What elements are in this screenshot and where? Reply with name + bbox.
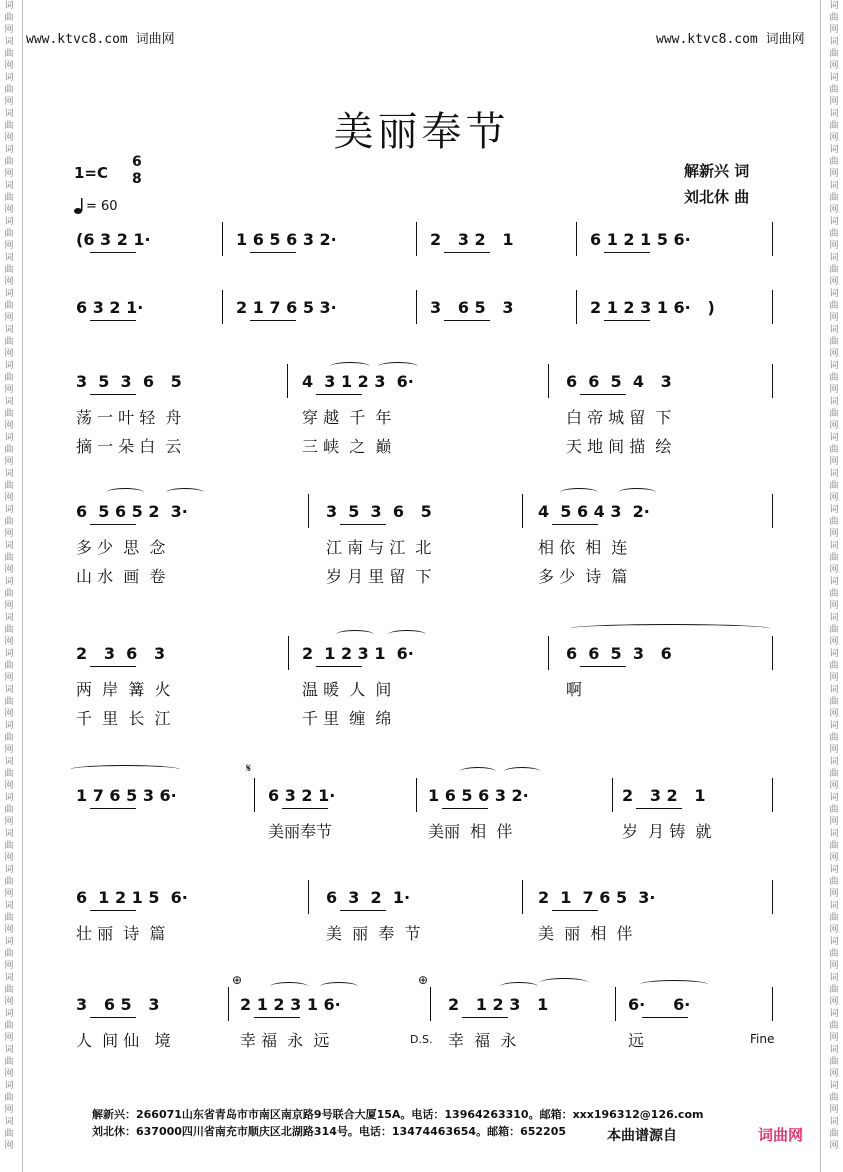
- notation-measure: 2 1 2 3 1: [448, 995, 549, 1014]
- beam-underline: [340, 524, 386, 525]
- coda-mark-1: ⊕: [232, 973, 243, 987]
- notation-measure: 6 1 2 1 5 6·: [590, 230, 691, 249]
- slur: [330, 362, 370, 371]
- fine-mark: Fine: [750, 1032, 775, 1046]
- slur: [336, 630, 374, 639]
- beam-underline: [444, 252, 490, 253]
- notation-measure: 2 1 7 6 5 3·: [236, 298, 337, 317]
- beam-underline: [604, 320, 650, 321]
- lyrics-verse-1: 啊: [566, 680, 583, 699]
- beam-underline: [316, 666, 362, 667]
- side-watermark-left: 词 曲 网 词 曲 网 词 曲 网 词 曲 网 词 曲 网 词 曲 网 词 曲 网 词 曲 网 词 曲 网 词 曲 网 词 曲 网 词 曲 网 词 曲 网 词 曲 网 词 曲 网 词 曲 网 词 曲 网 词 曲 网 词 曲 网 词 曲 网 词 曲 网 词 曲 网 词 曲 网 词 曲 网 词 曲 网 词 曲 网 词 曲 网 词 曲 网 词 曲 网 词 曲 网 词 曲 网 词 曲 网: [4, 1, 14, 1151]
- lyricist-contact: 解新兴：266071山东省青岛市市南区南京路9号联合大厦15A。电话：13964263310。邮箱：xxx196312@126.com: [92, 1108, 704, 1121]
- beam-underline: [580, 394, 626, 395]
- beam-underline: [250, 320, 296, 321]
- notation-measure: 2 1 7 6 5 3·: [538, 888, 656, 907]
- slur: [560, 488, 598, 497]
- lyrics-verse-1: 岁 月 铸 就: [622, 822, 712, 841]
- notation-measure: 4 5 6 4 3 2·: [538, 502, 650, 521]
- beam-underline: [316, 394, 362, 395]
- lyrics-verse-1: 多 少 思 念: [76, 538, 166, 557]
- slur: [500, 982, 538, 991]
- key-signature: 1=C: [74, 164, 109, 182]
- bar-line: [612, 778, 613, 812]
- lyrics-verse-2: 山 水 画 卷: [76, 567, 166, 586]
- side-watermark-right: 词 曲 网 词 曲 网 词 曲 网 词 曲 网 词 曲 网 词 曲 网 词 曲 网 词 曲 网 词 曲 网 词 曲 网 词 曲 网 词 曲 网 词 曲 网 词 曲 网 词 曲 网 词 曲 网 词 曲 网 词 曲 网 词 曲 网 词 曲 网 词 曲 网 词 曲 网 词 曲 网 词 曲 网 词 曲 网 词 曲 网 词 曲 网 词 曲 网 词 曲 网 词 曲 网 词 曲 网 词 曲 网: [829, 1, 839, 1151]
- beam-underline: [90, 524, 136, 525]
- bar-line: [522, 880, 523, 914]
- lyrics-verse-1: 美 丽 奉 节: [326, 924, 421, 943]
- bar-line: [772, 880, 773, 914]
- notation-measure: 1 7 6 5 3 6·: [76, 786, 177, 805]
- slur: [270, 982, 308, 991]
- tempo-marking: = 60: [86, 199, 118, 214]
- site-link-right[interactable]: www.ktvc8.com 词曲网: [656, 32, 805, 47]
- beam-underline: [250, 252, 296, 253]
- lyrics-verse-2: 摘 一 朵 白 云: [76, 437, 182, 456]
- bar-line: [416, 290, 417, 324]
- lyrics-verse-2: 天 地 间 描 绘: [566, 437, 672, 456]
- bar-line: [222, 222, 223, 256]
- bar-line: [615, 987, 616, 1021]
- notation-measure: 6 6 5 3 6: [566, 644, 672, 663]
- beam-underline: [444, 320, 490, 321]
- notation-measure: 6 3 2 1·: [76, 298, 144, 317]
- bar-line: [772, 636, 773, 670]
- slur: [460, 767, 496, 776]
- slur: [166, 488, 204, 497]
- lyrics-verse-1: 美丽奉节: [268, 822, 333, 841]
- slur: [504, 767, 540, 776]
- brand-logo[interactable]: 词曲网: [758, 1126, 804, 1144]
- bar-line: [576, 222, 577, 256]
- ds-mark: D.S.: [410, 1033, 433, 1046]
- lyrics-verse-1: 远: [628, 1031, 645, 1050]
- lyrics-verse-1: 江 南 与 江 北: [326, 538, 432, 557]
- notation-measure: 6 3 2 1·: [326, 888, 411, 907]
- beam-underline: [90, 394, 136, 395]
- bar-line: [548, 364, 549, 398]
- slur: [618, 488, 656, 497]
- beam-underline: [340, 910, 386, 911]
- beam-underline: [636, 808, 682, 809]
- beam-underline: [442, 808, 488, 809]
- notation-measure: 3 6 5 3: [76, 995, 160, 1014]
- composer-credit: 刘北休 曲: [684, 188, 750, 206]
- bar-line: [308, 880, 309, 914]
- lyrics-verse-1: 美 丽 相 伴: [538, 924, 633, 943]
- notation-measure: 2 3 6 3: [76, 644, 166, 663]
- lyrics-verse-2: 岁 月 里 留 下: [326, 567, 432, 586]
- slur: [320, 982, 358, 991]
- song-title: 美丽奉节: [333, 109, 510, 155]
- notation-measure: 2 1 2 3 1 6·: [302, 644, 414, 663]
- bar-line: [222, 290, 223, 324]
- notation-measure: 3 5 3 6 5: [326, 502, 432, 521]
- lyrics-verse-2: 千 里 缠 绵: [302, 709, 392, 728]
- lyrics-verse-1: 幸 福 永 远: [240, 1031, 330, 1050]
- slur: [70, 765, 180, 774]
- bar-line: [430, 987, 431, 1021]
- lyrics-verse-2: 多 少 诗 篇: [538, 567, 628, 586]
- lyrics-verse-1: 壮 丽 诗 篇: [76, 924, 166, 943]
- bar-line: [287, 364, 288, 398]
- notation-measure: 3 6 5 3: [430, 298, 514, 317]
- notation-measure: 6 5 6 5 2 3·: [76, 502, 188, 521]
- notation-measure: 6 6 5 4 3: [566, 372, 672, 391]
- beam-underline: [462, 1017, 508, 1018]
- beam-underline: [642, 1017, 688, 1018]
- bar-line: [772, 987, 773, 1021]
- beam-underline: [90, 252, 136, 253]
- coda-mark-2: ⊕: [418, 973, 429, 987]
- bar-line: [416, 222, 417, 256]
- meter-denominator: 8: [132, 171, 142, 187]
- lyrics-verse-2: 千 里 长 江: [76, 709, 171, 728]
- bar-line: [308, 494, 309, 528]
- meter-numerator: 6: [132, 154, 142, 170]
- source-note: 本曲谱源自: [607, 1128, 677, 1144]
- slur: [640, 980, 708, 989]
- composer-contact: 刘北休：637000四川省南充市顺庆区北湖路314号。电话：13474463654。邮箱：652205: [92, 1125, 566, 1138]
- beam-underline: [90, 808, 136, 809]
- bar-line: [548, 636, 549, 670]
- notation-measure: 6 1 2 1 5 6·: [76, 888, 188, 907]
- bar-line: [228, 987, 229, 1021]
- bar-line: [576, 290, 577, 324]
- slur: [388, 630, 426, 639]
- beam-underline: [90, 1017, 136, 1018]
- notation-measure: 2 1 2 3 1 6· ): [590, 298, 715, 317]
- beam-underline: [254, 1017, 300, 1018]
- lyrics-verse-1: 白 帝 城 留 下: [566, 408, 672, 427]
- lyrics-verse-1: 温 暖 人 间: [302, 680, 392, 699]
- lyrics-verse-2: 三 峡 之 巅: [302, 437, 392, 456]
- lyrics-verse-1: 相 依 相 连: [538, 538, 628, 557]
- lyrics-verse-1: 幸 福 永: [448, 1031, 517, 1050]
- segno-mark: 𝄋: [246, 761, 252, 775]
- lyrics-verse-1: 荡 一 叶 轻 舟: [76, 408, 182, 427]
- beam-underline: [90, 666, 136, 667]
- quarter-note-icon: [74, 197, 86, 215]
- beam-underline: [282, 808, 328, 809]
- beam-underline: [580, 666, 626, 667]
- lyrics-verse-1: 穿 越 千 年: [302, 408, 392, 427]
- notation-measure: 1 6 5 6 3 2·: [236, 230, 337, 249]
- lyrics-verse-1: 两 岸 篝 火: [76, 680, 171, 699]
- notation-measure: 2 3 2 1: [622, 786, 706, 805]
- lyricist-credit: 解新兴 词: [684, 162, 750, 180]
- slur: [570, 624, 770, 633]
- bar-line: [772, 290, 773, 324]
- bar-line: [772, 364, 773, 398]
- notation-measure: 2 3 2 1: [430, 230, 514, 249]
- notation-measure: 4 3 1 2 3 6·: [302, 372, 414, 391]
- lyrics-verse-1: 人 间 仙 境: [76, 1031, 171, 1050]
- notation-measure: (6 3 2 1·: [76, 230, 151, 249]
- bar-line: [772, 222, 773, 256]
- lyrics-verse-1: 美丽 相 伴: [428, 822, 513, 841]
- beam-underline: [552, 524, 598, 525]
- notation-measure: 1 6 5 6 3 2·: [428, 786, 529, 805]
- slur: [540, 978, 588, 987]
- site-link-left[interactable]: www.ktvc8.com 词曲网: [26, 32, 175, 47]
- beam-underline: [552, 910, 598, 911]
- beam-underline: [90, 910, 136, 911]
- notation-measure: 6· 6·: [628, 995, 691, 1014]
- beam-underline: [90, 320, 136, 321]
- bar-line: [254, 778, 255, 812]
- bar-line: [416, 778, 417, 812]
- beam-underline: [604, 252, 650, 253]
- notation-measure: 3 5 3 6 5: [76, 372, 182, 391]
- bar-line: [772, 778, 773, 812]
- slur: [378, 362, 418, 371]
- bar-line: [522, 494, 523, 528]
- bar-line: [288, 636, 289, 670]
- notation-measure: 2 1 2 3 1 6·: [240, 995, 341, 1014]
- bar-line: [772, 494, 773, 528]
- slur: [106, 488, 144, 497]
- notation-measure: 6 3 2 1·: [268, 786, 336, 805]
